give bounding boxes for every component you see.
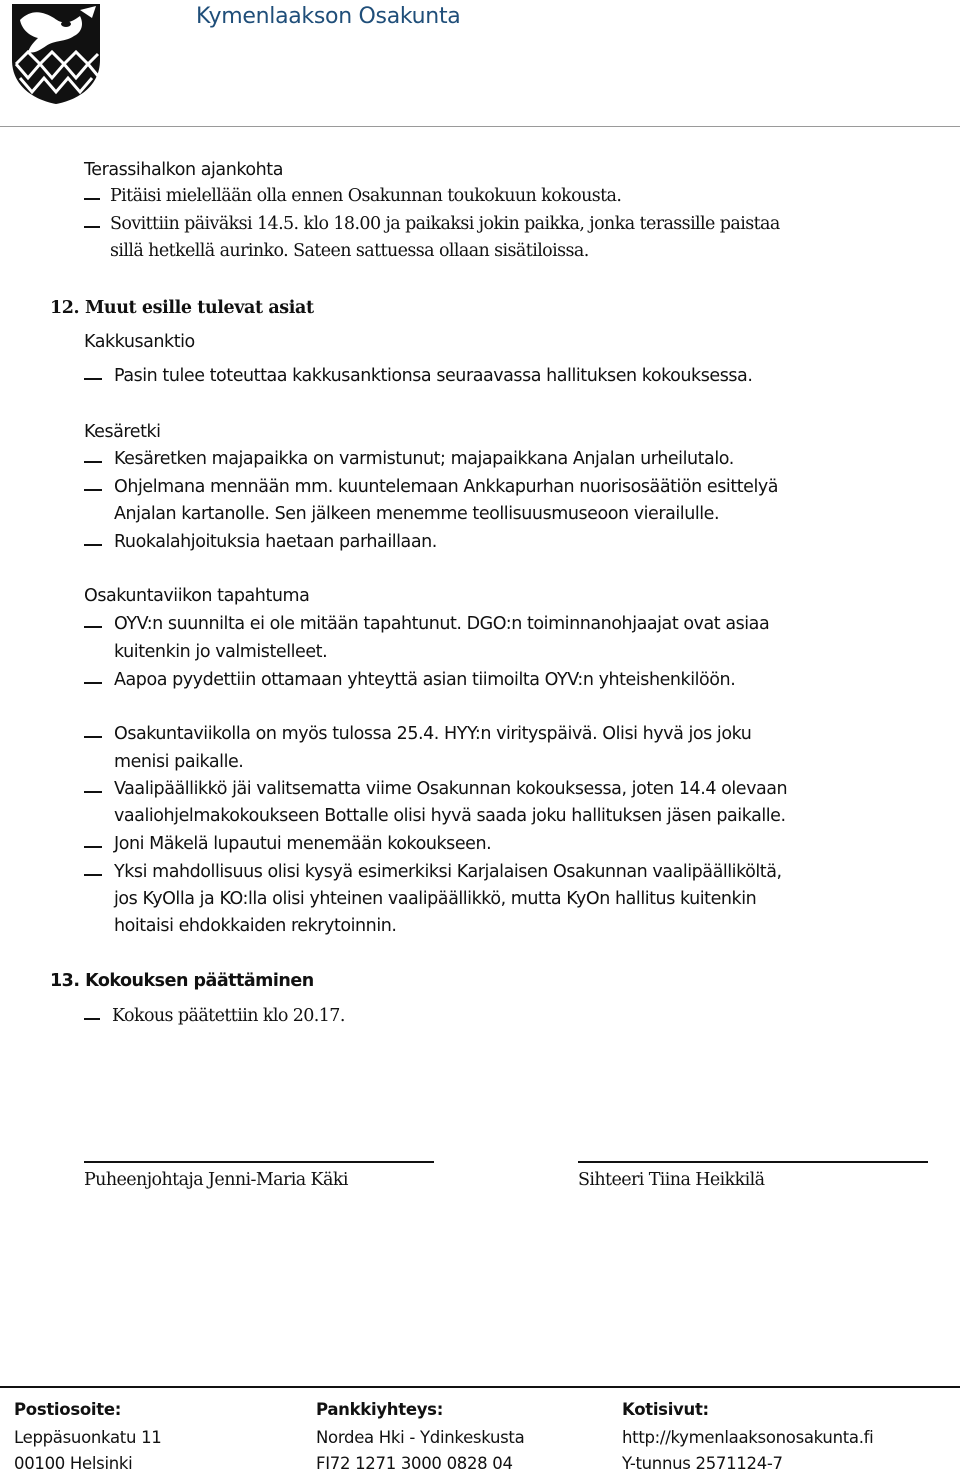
- list-item-continuation: Anjalan kartanolle. Sen jälkeen menemme teollisuusmuseoon vierailulle.: [114, 504, 720, 524]
- section-heading-12: 12. Muut esille tulevat asiat: [50, 298, 314, 318]
- dash-bullet: [84, 791, 102, 793]
- footer-divider: [0, 1386, 960, 1388]
- list-item: OYV:n suunnilta ei ole mitään tapahtunut. DGO:n toiminnanohjaajat ovat asiaa: [114, 614, 770, 634]
- subsection-title-kakkusanktio: Kakkusanktio: [84, 332, 195, 352]
- list-item: Joni Mäkelä lupautui menemään kokoukseen.: [114, 834, 492, 854]
- signature-line-secretary: [578, 1161, 928, 1163]
- dash-bullet: [84, 736, 102, 738]
- list-item-continuation: sillä hetkellä aurinko. Sateen sattuessa ollaan sisätiloissa.: [110, 241, 589, 261]
- list-item: Sovittiin päiväksi 14.5. klo 18.00 ja paikaksi jokin paikka, jonka terassille paistaa: [110, 214, 780, 234]
- list-item: Kesäretken majapaikka on varmistunut; majapaikkana Anjalan urheilutalo.: [114, 449, 734, 469]
- dash-bullet: [84, 1018, 100, 1020]
- list-item: Vaalipäällikkö jäi valitsematta viime Osakunnan kokouksessa, joten 14.4 olevaan: [114, 779, 788, 799]
- footer-business-id: Y-tunnus 2571124-7: [622, 1454, 783, 1473]
- list-item: Yksi mahdollisuus olisi kysyä esimerkiksi Karjalaisen Osakunnan vaalipäälliköltä,: [114, 862, 782, 882]
- footer-bank-label: Pankkiyhteys:: [316, 1400, 443, 1419]
- dash-bullet: [84, 461, 102, 463]
- signature-chair: Puheenjohtaja Jenni-Maria Käki: [84, 1170, 348, 1190]
- signature-line-chair: [84, 1161, 434, 1163]
- subsection-title-kesaretki: Kesäretki: [84, 422, 161, 442]
- list-item-continuation: jos KyOlla ja KO:lla olisi yhteinen vaalipäällikkö, mutta KyOn hallitus kuitenkin: [114, 889, 757, 909]
- dash-bullet: [84, 682, 102, 684]
- list-item: Pitäisi mielellään olla ennen Osakunnan toukokuun kokousta.: [110, 186, 622, 206]
- coat-of-arms-logo: [10, 2, 102, 106]
- footer-website-link[interactable]: http://kymenlaaksonosakunta.fi: [622, 1428, 874, 1447]
- organization-title: Kymenlaakson Osakunta: [196, 4, 461, 29]
- footer-web-label: Kotisivut:: [622, 1400, 709, 1419]
- list-item-continuation: kuitenkin jo valmistelleet.: [114, 642, 328, 662]
- subsection-title-osakuntaviikko: Osakuntaviikon tapahtuma: [84, 586, 310, 606]
- coat-of-arms-salmon-icon: [10, 2, 102, 106]
- footer-postal-line2: 00100 Helsinki: [14, 1454, 133, 1473]
- footer-bank-line2: FI72 1271 3000 0828 04: [316, 1454, 513, 1473]
- list-item: Ruokalahjoituksia haetaan parhaillaan.: [114, 532, 437, 552]
- list-item-continuation: hoitaisi ehdokkaiden rekrytoinnin.: [114, 916, 397, 936]
- footer-postal-line1: Leppäsuonkatu 11: [14, 1428, 162, 1447]
- dash-bullet: [84, 874, 102, 876]
- section-heading-13: 13. Kokouksen päättäminen: [50, 971, 314, 991]
- footer-postal-label: Postiosoite:: [14, 1400, 122, 1419]
- list-item: Kokous päätettiin klo 20.17.: [112, 1006, 345, 1026]
- dash-bullet: [84, 626, 102, 628]
- dash-bullet: [84, 378, 102, 380]
- dash-bullet: [84, 544, 102, 546]
- list-item: Osakuntaviikolla on myös tulossa 25.4. HYY:n virityspäivä. Olisi hyvä jos joku: [114, 724, 752, 744]
- dash-bullet: [84, 226, 100, 228]
- dash-bullet: [84, 198, 100, 200]
- dash-bullet: [84, 846, 102, 848]
- list-item-continuation: menisi paikalle.: [114, 752, 244, 772]
- header-divider: [0, 126, 960, 127]
- list-item: Pasin tulee toteuttaa kakkusanktionsa seuraavassa hallituksen kokouksessa.: [114, 366, 753, 386]
- list-item: Aapoa pyydettiin ottamaan yhteyttä asian tiimoilta OYV:n yhteishenkilöön.: [114, 670, 736, 690]
- subsection-title-terassi: Terassihalkon ajankohta: [84, 160, 283, 180]
- dash-bullet: [84, 489, 102, 491]
- list-item-continuation: vaaliohjelmakokoukseen Bottalle olisi hyvä saada joku hallituksen jäsen paikalle.: [114, 806, 786, 826]
- signature-secretary: Sihteeri Tiina Heikkilä: [578, 1170, 765, 1190]
- footer-bank-line1: Nordea Hki - Ydinkeskusta: [316, 1428, 525, 1447]
- list-item: Ohjelmana mennään mm. kuuntelemaan Ankkapurhan nuorisosäätiön esittelyä: [114, 477, 779, 497]
